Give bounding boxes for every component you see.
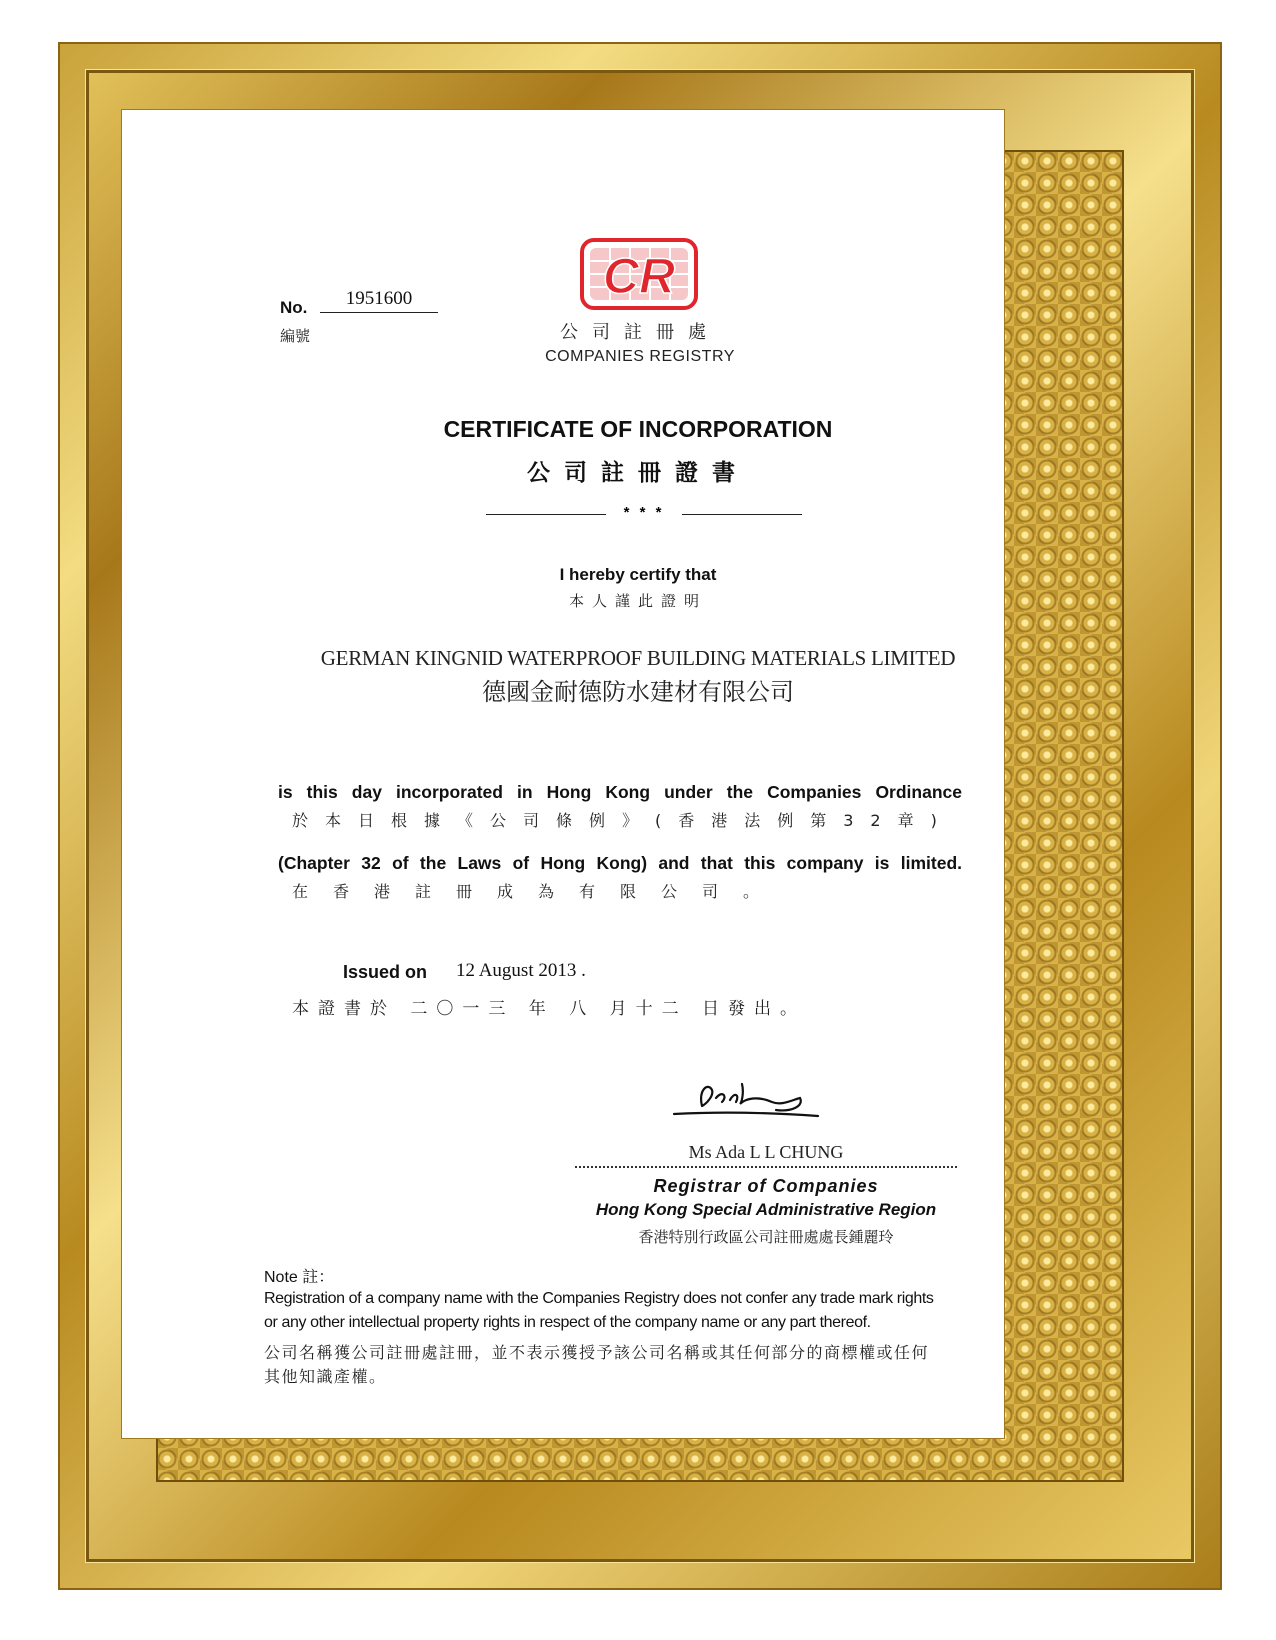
- company-name: GERMAN KINGNID WATERPROOF BUILDING MATERIALS LIMITED: [320, 646, 956, 670]
- registry-name-zh: 公司註冊處: [560, 322, 720, 343]
- issued-date-zh: 本證書於 二〇一三 年 八 月十二 日發出。: [292, 999, 807, 1019]
- certificate-title-zh: 公司註冊證書: [527, 460, 749, 486]
- certify-statement-zh: 本人謹此證明: [568, 592, 707, 610]
- signature-dotted-line: [575, 1165, 957, 1168]
- note-text-zh-line1: 公司名稱獲公司註冊處註冊，並不表示獲授予該公司名稱或其任何部分的商標權或任何: [264, 1343, 930, 1362]
- registrar-signature: [672, 1076, 822, 1122]
- registrar-title: Registrar of Companies: [653, 1176, 879, 1196]
- number-label-zh: 編號: [280, 327, 311, 345]
- issued-on-label: Issued on: [343, 962, 428, 982]
- registry-name-en: COMPANIES REGISTRY: [545, 348, 735, 365]
- note-text-zh-line2: 其他知識產權。: [264, 1367, 387, 1386]
- certificate-title: CERTIFICATE OF INCORPORATION: [443, 416, 833, 442]
- note-label: Note 註：: [264, 1269, 335, 1286]
- issued-date: 12 August 2013 .: [456, 960, 586, 981]
- registrar-region: Hong Kong Special Administrative Region: [595, 1200, 937, 1219]
- company-name-zh: 德國金耐德防水建材有限公司: [482, 678, 794, 706]
- divider-stars: * * *: [623, 504, 665, 521]
- certificate-number: 1951600: [320, 288, 438, 313]
- incorporation-statement-line2-zh: 在香港註冊成為有限公司。: [292, 882, 785, 901]
- incorporation-statement-line1-zh: 於本日根據《公司條例》(香港法例第32章): [292, 811, 954, 830]
- logo-text: CR: [602, 248, 676, 304]
- certify-statement: I hereby certify that: [559, 565, 717, 584]
- note-text-line2: or any other intellectual property rights in respect of the company name or any part thereof.: [264, 1314, 871, 1331]
- title-divider: [486, 506, 802, 522]
- incorporation-statement-line1: is this day incorporated in Hong Kong under the Companies Ordinance: [278, 782, 962, 802]
- registrar-title-zh: 香港特別行政區公司註冊處處長鍾麗玲: [638, 1228, 894, 1246]
- note-text-line1: Registration of a company name with the Companies Registry does not confer any trade mark rights: [264, 1290, 934, 1307]
- divider-line-right: [682, 514, 802, 515]
- signer-name: Ms Ada L L CHUNG: [688, 1142, 844, 1162]
- number-label: No.: [280, 298, 308, 317]
- incorporation-statement-line2: (Chapter 32 of the Laws of Hong Kong) and that this company is limited.: [278, 853, 962, 873]
- companies-registry-logo: [580, 238, 698, 310]
